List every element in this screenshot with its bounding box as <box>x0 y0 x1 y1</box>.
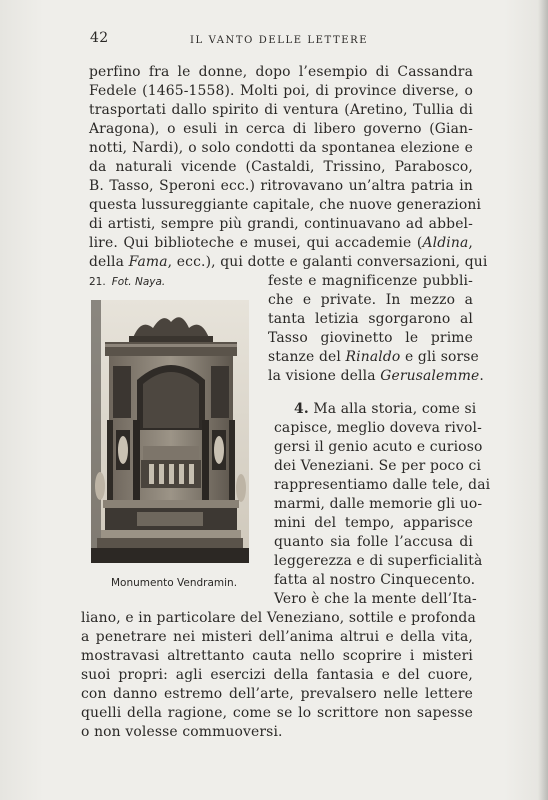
text-line: trasportati dallo spirito di ventura (Aretino, Tullia di <box>89 102 473 118</box>
text-line: suoi propri: agli esercizi della fantasia e del cuore, <box>81 667 473 683</box>
running-head: IL VANTO DELLE LETTERE <box>190 35 369 46</box>
figure-number: 21. <box>89 276 106 288</box>
text-line: a penetrare nei misteri dell’anima altrui e della vita, <box>81 629 473 645</box>
text-line: da naturali vicende (Castaldi, Trissino, Parabosco, <box>89 159 473 175</box>
text-line: perfino fra le donne, dopo l’esempio di Cassandra <box>89 64 473 80</box>
text-line: Vero è che la mente dell’Ita- <box>274 591 477 607</box>
italic-title: Gerusalemme <box>380 368 480 384</box>
section-number: 4. <box>294 401 309 417</box>
text-line: rappresentiamo dalle tele, dai <box>274 477 491 493</box>
text-line <box>89 234 473 252</box>
italic-title: Rinaldo <box>345 349 401 365</box>
text-line: dei Veneziani. Se per poco ci <box>274 458 482 474</box>
text-line: capisce, meglio doveva rivol- <box>274 420 482 436</box>
text-line: con danno estremo dell’arte, prevalsero nelle lettere <box>81 686 473 702</box>
italic-title: Aldina <box>422 235 469 251</box>
text-line: feste e magnificenze pubbli- <box>268 273 473 289</box>
text-line: questa lussureggiante capitale, che nuove generazioni <box>89 197 482 213</box>
text-segment: lire. Qui biblioteche e musei, qui accademie ( <box>89 235 423 251</box>
page-number: 42 <box>90 30 109 46</box>
photo-credit: Fot. Naya. <box>111 276 166 288</box>
text-line <box>89 253 488 271</box>
text-line: quelli della ragione, come se lo scrittore non sapesse <box>81 705 473 721</box>
text-line: gersi il genio acuto e curioso <box>274 439 483 455</box>
text-line: mostravasi altrettanto cauta nello scoprire i misteri <box>81 648 473 664</box>
page-edge-shadow <box>538 0 548 800</box>
figure-label <box>89 276 165 288</box>
monument-photo <box>91 300 249 563</box>
text-line <box>268 348 479 366</box>
figure-caption: Monumento Vendramin. <box>111 577 238 589</box>
text-line: mini del tempo, apparisce <box>274 515 473 531</box>
text-line: tanta letizia sgorgarono al <box>268 311 473 327</box>
text-line <box>268 367 484 385</box>
text-segment: della <box>89 254 129 270</box>
monument-illustration <box>91 300 249 563</box>
text-line <box>274 400 477 418</box>
text-line: Aragona), o esuli in cerca di libero governo (Gian- <box>89 121 473 137</box>
text-line: che e private. In mezzo a <box>268 292 473 308</box>
text-line: Fedele (1465-1558). Molti poi, di province diverse, o <box>89 83 473 99</box>
text-line: marmi, dalle memorie gli uo- <box>274 496 483 512</box>
text-line: notti, Nardi), o solo condotti da spontanea elezione e <box>89 140 473 156</box>
text-segment: , <box>468 235 473 251</box>
text-segment: , ecc.), qui dotte e galanti conversazioni, qui <box>167 254 488 270</box>
text-segment: stanze del <box>268 349 346 365</box>
text-segment: e gli sorse <box>400 349 479 365</box>
text-segment: la visione della <box>268 368 381 384</box>
text-line: liano, e in particolare del Veneziano, sottile e profonda <box>81 610 476 626</box>
text-line: quanto sia folle l’accusa di <box>274 534 473 550</box>
text-line: di artisti, sempre più grandi, continuavano ad abbel- <box>89 216 473 232</box>
italic-title: Fama <box>128 254 168 270</box>
text-line: leggerezza e di superficialità <box>274 553 483 569</box>
text-line: Tasso giovinetto le prime <box>268 330 473 346</box>
text-line: o non volesse commuoversi. <box>81 724 283 740</box>
text-line: fatta al nostro Cinquecento. <box>274 572 476 588</box>
page-header <box>90 30 470 50</box>
text-segment: Ma alla storia, come si <box>308 401 477 417</box>
text-line: B. Tasso, Speroni ecc.) ritrovavano un’altra patria in <box>89 178 473 194</box>
text-segment: . <box>479 368 484 384</box>
